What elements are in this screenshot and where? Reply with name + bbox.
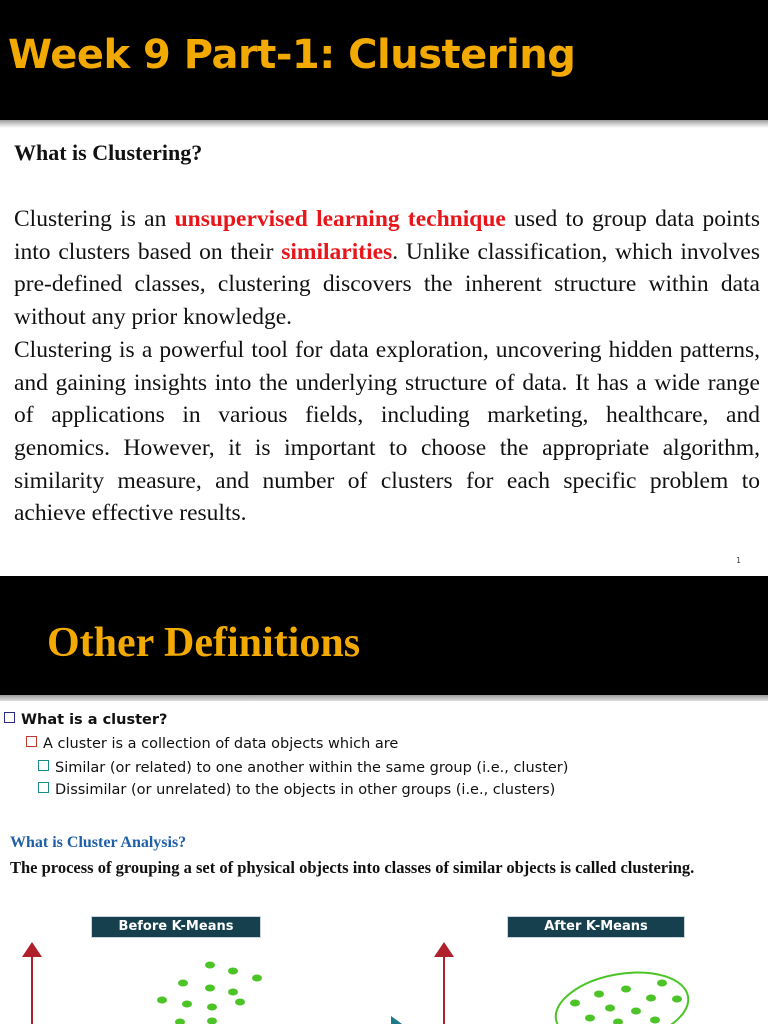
- cluster-analysis-body: The process of grouping a set of physical objects into classes of similar objects is called clustering.: [10, 858, 695, 877]
- paragraph-1-text-c: . Unlike classification, which involves pre-defined classes, clustering discovers the inherent structure within data without any prior knowledge.: [14, 238, 760, 331]
- cluster-analysis-heading: What is Cluster Analysis?: [10, 834, 187, 851]
- bullet-dissimilar-text: Dissimilar (or unrelated) to the objects in other groups (i.e., clusters): [55, 782, 556, 798]
- before-y-axis: [22, 942, 42, 1024]
- clustering-heading: What is Clustering?: [14, 140, 203, 165]
- paragraph-1-text-a: Clustering is an: [14, 206, 175, 232]
- bullet-dissimilar: [38, 782, 555, 798]
- slide-2: [0, 576, 768, 1024]
- bullet-question: [4, 712, 167, 728]
- paragraph-1-text-b: used to group data points into clusters based on their: [14, 206, 760, 265]
- bullet-question-text: What is a cluster?: [21, 712, 168, 728]
- after-y-axis: [434, 942, 454, 1024]
- highlight-similarities: similarities: [281, 238, 393, 265]
- page-number: 1: [736, 556, 742, 565]
- after-points: [570, 980, 682, 1024]
- slide-2-header: [0, 576, 768, 696]
- bullet-definition: [26, 736, 398, 752]
- kmeans-diagram: [0, 936, 768, 1024]
- slide-2-title: Other Definitions: [47, 620, 361, 666]
- checkbox-bullet-icon: [26, 736, 37, 747]
- checkbox-bullet-icon: [38, 760, 49, 771]
- arrow-icon: [391, 1016, 402, 1024]
- bullet-similar-text: Similar (or related) to one another within the same group (i.e., cluster): [55, 760, 569, 776]
- slide-1-header: [0, 0, 768, 120]
- header-divider: [0, 120, 768, 128]
- checkbox-bullet-icon: [38, 782, 49, 793]
- slide-1-title: Week 9 Part-1: Clustering: [8, 32, 576, 78]
- paragraph-2: Clustering is a powerful tool for data exploration, uncovering hidden patterns, and gaining insights into the underlying structure of data. It has a wide range of applications in various fields, including marketing, healthcare, and genomics. However, it is important to choose the appropriate algorithm, similarity measure, and number of clusters for each specific problem to achieve effective results.: [14, 336, 760, 527]
- highlight-unsupervised: unsupervised learning technique: [174, 206, 506, 232]
- bullet-similar: [38, 760, 568, 776]
- paragraph-1: [14, 203, 760, 334]
- cluster-boundary: [550, 963, 694, 1024]
- clustering-body: [14, 203, 760, 530]
- header-divider: [0, 695, 768, 701]
- before-points: [157, 962, 262, 1024]
- before-kmeans-label: Before K-Means: [91, 916, 261, 938]
- after-kmeans-label: After K-Means: [507, 916, 685, 938]
- bullet-definition-text: A cluster is a collection of data objects which are: [43, 736, 399, 752]
- checkbox-bullet-icon: [4, 712, 15, 723]
